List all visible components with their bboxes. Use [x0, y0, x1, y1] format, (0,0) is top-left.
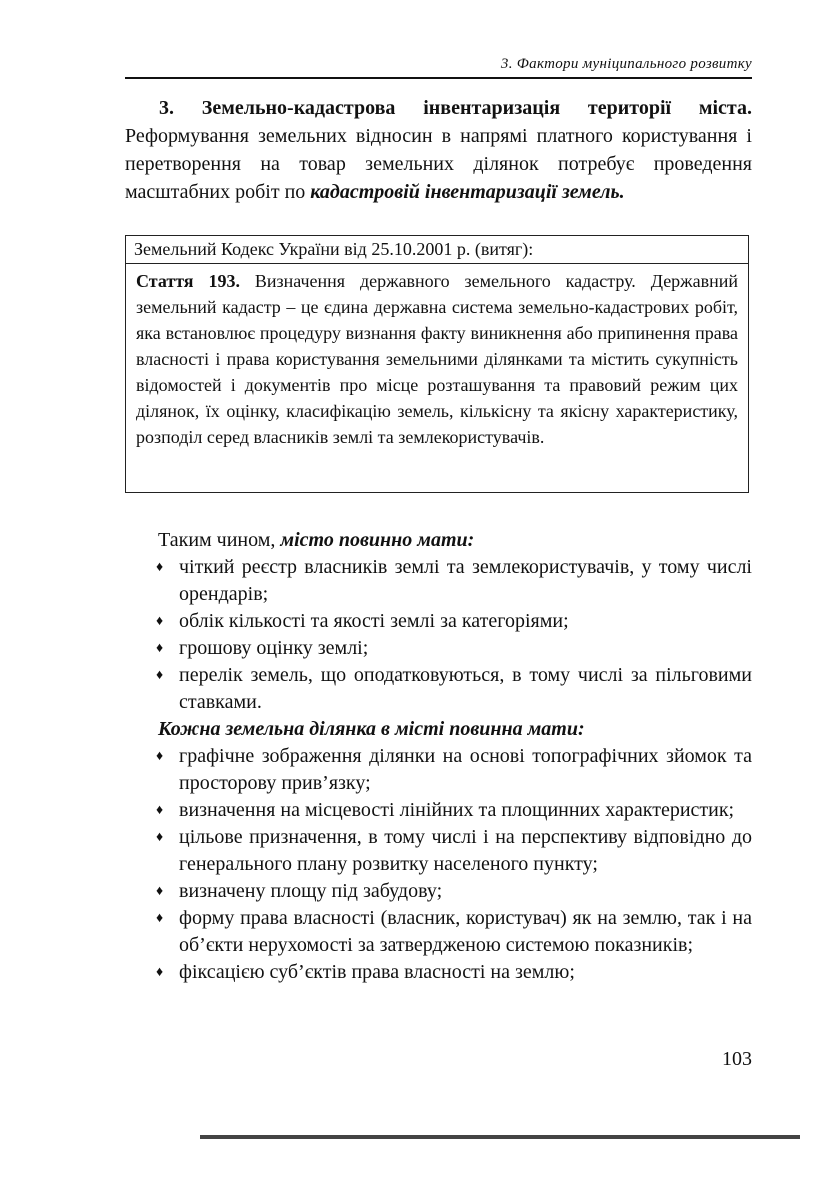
diamond-bullet-icon: ♦ [156, 830, 164, 845]
law-excerpt-box [125, 235, 749, 493]
list-item: ♦ визначення на місцевості лінійних та площинних характеристик; [125, 797, 752, 824]
article-text: Визначення державного земельного кадастру. Державний земельний кадастр – це єдина державна система земельно-кадастрових робіт, яка встановлює процедуру визнання факту виникнення або припинення права власності і права користування земельними ділянками та містить сукупність відомостей і документів про місце розташування та правовий режим цих ділянок, їх оцінку, класифікацію земель, кількісну та якісну характеристику, розподіл серед власників землі та землекористувачів. [136, 271, 739, 447]
diamond-bullet-icon: ♦ [156, 803, 164, 818]
article-label: Стаття 193. [136, 271, 240, 291]
list-item: ♦ цільове призначення, в тому числі і на перспективу відповідно до генерального плану розвитку населеного пункту; [156, 826, 752, 875]
section-title: 3. Земельно-кадастрова інвентаризація території міста. [159, 97, 752, 119]
intro-emphasis: кадастровій інвентаризації земель. [310, 181, 625, 203]
diamond-bullet-icon: ♦ [156, 911, 164, 926]
diamond-bullet-icon: ♦ [156, 560, 164, 575]
summary-lead-text: Таким чином, [158, 529, 281, 551]
diamond-bullet-icon: ♦ [156, 668, 164, 683]
running-header: 3. Фактори муніципального розвитку [500, 56, 752, 72]
law-excerpt-header: Земельний Кодекс України від 25.10.2001 р. (витяг): [126, 236, 748, 264]
city-requirements-list [125, 554, 752, 716]
list-item: ♦ фіксацією суб’єктів права власності на землю; [125, 959, 752, 986]
intro-paragraph [125, 94, 752, 206]
list-item: ♦ грошову оцінку землі; [125, 635, 752, 662]
diamond-bullet-icon: ♦ [156, 965, 164, 980]
plot-requirements-list [125, 743, 752, 986]
diamond-bullet-icon: ♦ [156, 884, 164, 899]
list-item: ♦ чіткий реєстр власників землі та землекористувачів, у тому числі орендарів; [156, 556, 752, 605]
summary-lead [125, 527, 752, 554]
plot-requirements-heading: Кожна земельна ділянка в місті повинна мати: [158, 718, 585, 740]
list-item: ♦ облік кількості та якості землі за категоріями; [125, 608, 752, 635]
header-rule [125, 77, 752, 79]
list-item: ♦ визначену площу під забудову; [125, 878, 752, 905]
bottom-rule [200, 1135, 800, 1139]
intro-text: Реформування земельних відносин в напрямі платного користування і перетворення на товар земельних ділянок потребує проведення масштабних робіт по [125, 125, 752, 203]
diamond-bullet-icon: ♦ [156, 749, 164, 764]
list-item: ♦ перелік земель, що оподатковуються, в тому числі за пільговими ставками. [156, 664, 752, 713]
summary-lead-emphasis: місто повинно мати: [280, 529, 475, 551]
law-excerpt-body [126, 264, 748, 450]
summary-section [125, 527, 752, 986]
list-item: ♦ форму права власності (власник, користувач) як на землю, так і на об’єкти нерухомості за затвердженою системою показників; [156, 907, 752, 956]
list-item: ♦ графічне зображення ділянки на основі топографічних зйомок та просторову прив’язку; [156, 745, 752, 794]
page-number: 103 [722, 1048, 752, 1070]
diamond-bullet-icon: ♦ [156, 614, 164, 629]
diamond-bullet-icon: ♦ [156, 641, 164, 656]
